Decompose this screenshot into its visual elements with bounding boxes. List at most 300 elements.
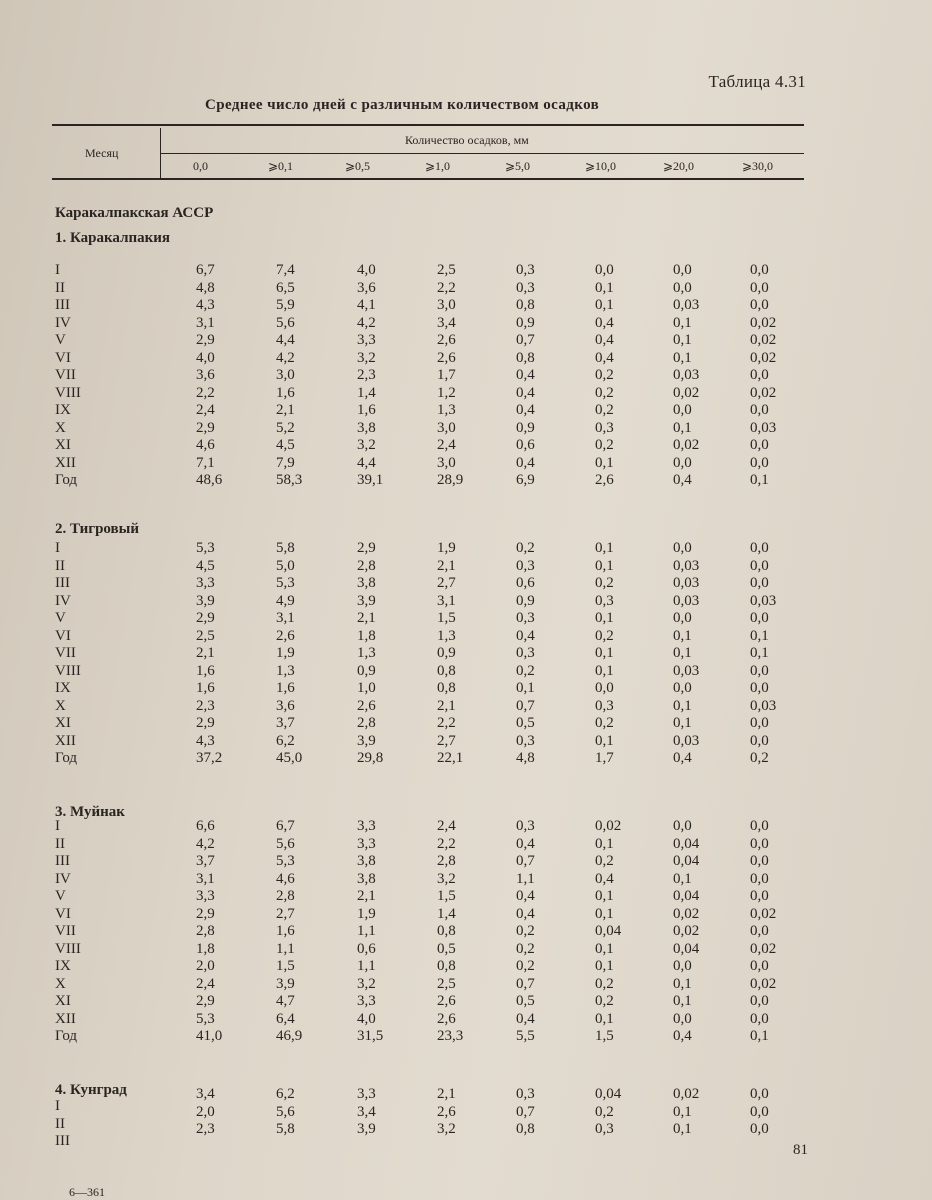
value-cell: 2,9 — [196, 993, 215, 1009]
value-cell: 0,8 — [516, 1121, 535, 1137]
table-row — [0, 540, 932, 558]
value-cell: 5,3 — [196, 1010, 215, 1027]
value-cell: 0,02 — [673, 923, 700, 939]
value-cell: 1,5 — [595, 1028, 614, 1044]
value-cell: 1,1 — [516, 870, 535, 887]
value-cell: 4,2 — [276, 349, 295, 366]
value-cell: 0,1 — [595, 835, 614, 852]
station-heading: 4. Кунград — [55, 1082, 127, 1098]
value-cell: 0,1 — [595, 732, 614, 749]
value-cell: 1,6 — [276, 384, 295, 401]
value-cell: 0,7 — [516, 1103, 535, 1120]
table-row — [0, 437, 932, 455]
value-cell: 3,3 — [196, 888, 215, 904]
value-cell: 0,02 — [595, 818, 622, 834]
value-cell: 6,5 — [276, 279, 295, 296]
value-cell: 0,1 — [595, 888, 614, 904]
month-cell: IX — [55, 680, 71, 696]
value-cell: 2,6 — [437, 332, 456, 348]
value-cell: 0,0 — [673, 262, 692, 278]
value-cell: 0,03 — [673, 575, 700, 591]
value-cell: 1,9 — [437, 540, 456, 556]
value-cell: 0,0 — [750, 888, 769, 904]
value-cell: 0,02 — [750, 940, 777, 957]
value-cell: 6,6 — [196, 818, 215, 834]
month-cell: I — [55, 818, 60, 834]
value-cell: 0,02 — [750, 905, 777, 922]
month-cell: Год — [55, 472, 78, 488]
value-cell: 5,6 — [276, 1103, 295, 1120]
value-cell: 0,02 — [750, 349, 777, 366]
value-cell: 0,2 — [516, 540, 535, 556]
value-cell: 0,1 — [673, 1121, 692, 1137]
value-cell: 0,1 — [673, 645, 692, 661]
value-cell: 0,7 — [516, 975, 535, 992]
table-row — [0, 280, 932, 298]
value-cell: 2,2 — [437, 715, 456, 731]
month-cell: XI — [55, 437, 71, 453]
value-cell: 2,7 — [437, 575, 456, 591]
value-cell: 0,0 — [750, 1086, 769, 1102]
station-heading: 2. Тигровый — [55, 521, 140, 537]
value-cell: 1,9 — [357, 905, 376, 922]
header-bottom-rule — [52, 178, 804, 180]
value-cell: 0,1 — [595, 940, 614, 957]
table-label: Таблица 4.31 — [708, 72, 806, 91]
value-cell: 3,3 — [357, 835, 376, 852]
value-cell: 0,1 — [673, 975, 692, 992]
value-cell: 1,4 — [357, 384, 376, 401]
value-cell: 4,0 — [357, 262, 376, 278]
value-cell: 2,3 — [357, 367, 376, 383]
month-cell: IV — [55, 870, 71, 887]
value-cell: 0,2 — [516, 958, 535, 974]
value-cell: 2,2 — [437, 279, 456, 296]
table-row — [0, 610, 932, 628]
value-cell: 0,03 — [750, 419, 777, 436]
value-cell: 1,7 — [437, 367, 456, 383]
value-cell: 4,8 — [196, 279, 215, 296]
value-cell: 0,2 — [595, 437, 614, 453]
value-cell: 3,2 — [357, 437, 376, 453]
value-cell: 0,1 — [595, 557, 614, 574]
value-cell: 0,2 — [516, 923, 535, 939]
table-row — [0, 680, 932, 698]
value-cell: 0,0 — [750, 923, 769, 939]
table-row — [0, 698, 932, 716]
value-cell: 0,03 — [673, 557, 700, 574]
value-cell: 0,03 — [673, 297, 700, 313]
value-cell: 3,1 — [276, 610, 295, 626]
value-cell: 2,8 — [276, 888, 295, 904]
value-cell: 2,6 — [437, 349, 456, 366]
value-cell: 6,9 — [516, 472, 535, 488]
month-cell: V — [55, 610, 66, 626]
month-cell: III — [55, 575, 70, 591]
value-cell: 1,1 — [357, 958, 376, 974]
value-cell: 0,03 — [673, 367, 700, 383]
column-header: ⩾30,0 — [742, 159, 774, 173]
value-cell: 0,0 — [673, 818, 692, 834]
value-cell: 6,4 — [276, 1010, 295, 1027]
value-cell: 0,8 — [516, 297, 535, 313]
value-cell: 0,1 — [750, 645, 769, 661]
month-cell: X — [55, 975, 66, 992]
value-cell: 0,2 — [595, 715, 614, 731]
value-cell: 0,4 — [673, 1028, 692, 1044]
value-cell: 0,0 — [750, 732, 769, 749]
value-cell: 3,2 — [357, 975, 376, 992]
value-cell: 0,03 — [673, 732, 700, 749]
value-cell: 0,2 — [595, 627, 614, 644]
table-row — [0, 315, 932, 333]
value-cell: 1,8 — [196, 940, 215, 957]
table-row — [0, 818, 932, 836]
value-cell: 2,5 — [437, 975, 456, 992]
value-cell: 3,9 — [196, 592, 215, 609]
value-cell: 0,1 — [673, 314, 692, 331]
value-cell: 0,8 — [437, 662, 456, 679]
value-cell: 4,3 — [196, 732, 215, 749]
value-cell: 0,3 — [516, 818, 535, 834]
month-cell: VII — [55, 645, 76, 661]
value-cell: 48,6 — [196, 472, 223, 488]
value-cell: 3,6 — [357, 279, 376, 296]
value-cell: 2,9 — [196, 419, 215, 436]
value-cell: 0,2 — [595, 402, 614, 418]
value-cell: 5,3 — [196, 540, 215, 556]
table-row — [0, 993, 932, 1011]
value-cell: 0,1 — [673, 993, 692, 1009]
value-cell: 0,04 — [673, 835, 700, 852]
value-cell: 0,1 — [750, 1028, 769, 1044]
value-cell: 0,0 — [673, 454, 692, 471]
value-cell: 0,0 — [595, 680, 614, 696]
value-cell: 0,2 — [595, 575, 614, 591]
month-column-header: Месяц — [85, 146, 119, 160]
value-cell: 3,0 — [437, 419, 456, 436]
value-cell: 0,3 — [595, 697, 614, 714]
month-cell: V — [55, 888, 66, 904]
value-cell: 2,0 — [196, 1103, 215, 1120]
value-cell: 0,6 — [516, 437, 535, 453]
value-cell: 2,3 — [196, 697, 215, 714]
value-cell: 0,7 — [516, 332, 535, 348]
column-header: 0,0 — [193, 159, 208, 173]
value-cell: 0,02 — [673, 1086, 700, 1102]
value-cell: 2,2 — [437, 835, 456, 852]
value-cell: 1,3 — [437, 402, 456, 418]
value-cell: 0,0 — [750, 262, 769, 278]
value-cell: 1,0 — [357, 680, 376, 696]
month-cell: XII — [55, 1010, 76, 1027]
value-cell: 4,2 — [357, 314, 376, 331]
value-cell: 5,5 — [516, 1028, 535, 1044]
value-cell: 1,3 — [276, 662, 295, 679]
table-row — [0, 558, 932, 576]
value-cell: 3,9 — [357, 592, 376, 609]
value-cell: 0,1 — [595, 645, 614, 661]
table-row — [0, 367, 932, 385]
value-cell: 3,8 — [357, 419, 376, 436]
value-cell: 0,1 — [516, 680, 535, 696]
month-cell: XI — [55, 715, 71, 731]
value-cell: 0,1 — [673, 332, 692, 348]
value-cell: 0,1 — [750, 627, 769, 644]
value-cell: 0,7 — [516, 853, 535, 869]
value-cell: 0,4 — [673, 750, 692, 766]
value-cell: 0,2 — [595, 993, 614, 1009]
month-cell: IV — [55, 592, 71, 609]
value-cell: 0,02 — [750, 314, 777, 331]
table-row — [0, 350, 932, 368]
value-cell: 2,6 — [357, 697, 376, 714]
value-cell: 3,0 — [437, 297, 456, 313]
value-cell: 4,8 — [516, 750, 535, 766]
value-cell: 2,1 — [437, 557, 456, 574]
value-cell: 0,0 — [750, 1121, 769, 1137]
value-cell: 0,6 — [516, 575, 535, 591]
value-cell: 0,1 — [673, 715, 692, 731]
value-cell: 5,3 — [276, 575, 295, 591]
station-heading: 1. Каракалпакия — [55, 230, 171, 246]
table-row — [0, 402, 932, 420]
value-cell: 7,1 — [196, 454, 215, 471]
quantity-column-header: Количество осадков, мм — [405, 133, 529, 147]
value-cell: 1,5 — [437, 610, 456, 626]
value-cell: 2,9 — [357, 540, 376, 556]
month-cell: III — [55, 1133, 70, 1149]
value-cell: 3,3 — [357, 332, 376, 348]
month-cell: XII — [55, 732, 76, 749]
value-cell: 6,2 — [276, 732, 295, 749]
value-cell: 4,5 — [196, 557, 215, 574]
table-row — [0, 297, 932, 315]
value-cell: 1,1 — [357, 923, 376, 939]
value-cell: 28,9 — [437, 472, 464, 488]
value-cell: 1,8 — [357, 627, 376, 644]
value-cell: 0,0 — [673, 279, 692, 296]
value-cell: 0,04 — [595, 923, 622, 939]
value-cell: 0,2 — [595, 853, 614, 869]
value-cell: 0,3 — [516, 1086, 535, 1102]
value-cell: 0,0 — [673, 610, 692, 626]
value-cell: 5,0 — [276, 557, 295, 574]
value-cell: 2,6 — [437, 993, 456, 1009]
value-cell: 0,02 — [750, 975, 777, 992]
value-cell: 0,0 — [750, 575, 769, 591]
value-cell: 2,9 — [196, 332, 215, 348]
value-cell: 3,3 — [196, 575, 215, 591]
value-cell: 1,6 — [276, 680, 295, 696]
value-cell: 0,0 — [750, 437, 769, 453]
value-cell: 3,8 — [357, 853, 376, 869]
value-cell: 0,1 — [673, 419, 692, 436]
month-cell: IV — [55, 314, 71, 331]
table-row — [0, 853, 932, 871]
value-cell: 0,1 — [595, 279, 614, 296]
value-cell: 0,0 — [750, 835, 769, 852]
value-cell: 0,1 — [595, 958, 614, 974]
month-cell: VI — [55, 349, 71, 366]
value-cell: 4,0 — [357, 1010, 376, 1027]
value-cell: 1,6 — [357, 402, 376, 418]
value-cell: 0,5 — [437, 940, 456, 957]
value-cell: 3,4 — [357, 1103, 376, 1120]
value-cell: 0,3 — [516, 262, 535, 278]
value-cell: 0,4 — [673, 472, 692, 488]
value-cell: 2,9 — [196, 610, 215, 626]
month-cell: XII — [55, 454, 76, 471]
value-cell: 41,0 — [196, 1028, 223, 1044]
value-cell: 0,3 — [595, 592, 614, 609]
value-cell: 0,0 — [750, 993, 769, 1009]
value-cell: 0,2 — [516, 940, 535, 957]
value-cell: 0,9 — [516, 419, 535, 436]
value-cell: 0,0 — [750, 557, 769, 574]
table-row — [0, 385, 932, 403]
value-cell: 2,1 — [276, 402, 295, 418]
value-cell: 2,2 — [196, 384, 215, 401]
value-cell: 0,02 — [673, 905, 700, 922]
value-cell: 2,7 — [276, 905, 295, 922]
value-cell: 0,04 — [673, 853, 700, 869]
value-cell: 2,5 — [196, 627, 215, 644]
value-cell: 1,6 — [276, 923, 295, 939]
value-cell: 0,5 — [516, 715, 535, 731]
value-cell: 4,9 — [276, 592, 295, 609]
value-cell: 0,3 — [516, 610, 535, 626]
value-cell: 0,3 — [516, 557, 535, 574]
value-cell: 0,0 — [750, 818, 769, 834]
value-cell: 3,2 — [437, 1121, 456, 1137]
table-row — [0, 1103, 932, 1134]
value-cell: 0,04 — [595, 1086, 622, 1102]
value-cell: 0,9 — [437, 645, 456, 661]
month-cell: I — [55, 1098, 60, 1114]
value-cell: 1,5 — [437, 888, 456, 904]
value-cell: 0,0 — [750, 279, 769, 296]
value-cell: 0,4 — [595, 349, 614, 366]
column-header: ⩾10,0 — [585, 159, 617, 173]
month-cell: VII — [55, 923, 76, 939]
value-cell: 0,02 — [673, 384, 700, 401]
month-cell: III — [55, 853, 70, 869]
table-row — [0, 888, 932, 906]
value-cell: 1,6 — [196, 662, 215, 679]
value-cell: 2,6 — [595, 472, 614, 488]
value-cell: 2,1 — [357, 610, 376, 626]
value-cell: 0,2 — [516, 662, 535, 679]
value-cell: 0,0 — [750, 680, 769, 696]
value-cell: 2,0 — [196, 958, 215, 974]
table-row — [0, 663, 932, 681]
table-row — [0, 1028, 932, 1046]
value-cell: 3,0 — [276, 367, 295, 383]
month-cell: VI — [55, 627, 71, 644]
value-cell: 5,2 — [276, 419, 295, 436]
value-cell: 0,0 — [750, 958, 769, 974]
value-cell: 3,8 — [357, 575, 376, 591]
value-cell: 0,0 — [673, 402, 692, 418]
value-cell: 0,4 — [516, 888, 535, 904]
header-vertical-rule — [160, 128, 161, 178]
value-cell: 0,9 — [357, 662, 376, 679]
value-cell: 2,7 — [437, 732, 456, 749]
value-cell: 45,0 — [276, 750, 303, 766]
value-cell: 0,8 — [437, 923, 456, 939]
value-cell: 3,2 — [357, 349, 376, 366]
value-cell: 0,3 — [595, 1121, 614, 1137]
value-cell: 2,3 — [196, 1121, 215, 1137]
column-header: ⩾5,0 — [505, 159, 531, 173]
table-title: Среднее число дней с различным количеством осадков — [205, 97, 600, 113]
value-cell: 0,0 — [595, 262, 614, 278]
table-row — [0, 906, 932, 924]
month-cell: II — [55, 1115, 65, 1132]
table-row — [0, 575, 932, 593]
value-cell: 0,4 — [595, 870, 614, 887]
table-row — [0, 628, 932, 646]
table-row — [0, 923, 932, 941]
value-cell: 0,4 — [516, 905, 535, 922]
value-cell: 0,1 — [673, 349, 692, 366]
column-header: ⩾0,5 — [345, 159, 371, 173]
value-cell: 2,1 — [196, 645, 215, 661]
value-cell: 0,2 — [595, 975, 614, 992]
value-cell: 31,5 — [357, 1028, 384, 1044]
value-cell: 7,4 — [276, 262, 295, 278]
value-cell: 2,4 — [196, 402, 215, 418]
value-cell: 3,7 — [196, 853, 215, 869]
value-cell: 3,6 — [196, 367, 215, 383]
value-cell: 0,0 — [673, 540, 692, 556]
month-cell: VIII — [55, 662, 81, 679]
value-cell: 0,1 — [673, 1103, 692, 1120]
value-cell: 4,6 — [276, 870, 295, 887]
value-cell: 0,1 — [595, 610, 614, 626]
value-cell: 0,4 — [516, 402, 535, 418]
month-cell: X — [55, 419, 66, 436]
value-cell: 0,0 — [750, 402, 769, 418]
value-cell: 6,7 — [196, 262, 215, 278]
value-cell: 4,7 — [276, 993, 295, 1009]
value-cell: 23,3 — [437, 1028, 464, 1044]
value-cell: 0,4 — [516, 367, 535, 383]
value-cell: 3,8 — [357, 870, 376, 887]
month-cell: Год — [55, 750, 78, 766]
value-cell: 0,2 — [595, 384, 614, 401]
value-cell: 3,2 — [437, 870, 456, 887]
month-cell: I — [55, 540, 60, 556]
value-cell: 2,1 — [437, 1086, 456, 1102]
value-cell: 0,1 — [595, 297, 614, 313]
value-cell: 0,0 — [673, 1010, 692, 1027]
value-cell: 0,02 — [673, 437, 700, 453]
value-cell: 4,6 — [196, 437, 215, 453]
value-cell: 0,3 — [595, 419, 614, 436]
value-cell: 0,0 — [750, 367, 769, 383]
value-cell: 4,2 — [196, 835, 215, 852]
value-cell: 0,03 — [673, 592, 700, 609]
value-cell: 5,9 — [276, 297, 295, 313]
value-cell: 3,9 — [276, 975, 295, 992]
month-cell: V — [55, 332, 66, 348]
month-cell: VIII — [55, 384, 81, 401]
value-cell: 0,2 — [750, 750, 769, 766]
value-cell: 1,7 — [595, 750, 614, 766]
value-cell: 4,1 — [357, 297, 376, 313]
